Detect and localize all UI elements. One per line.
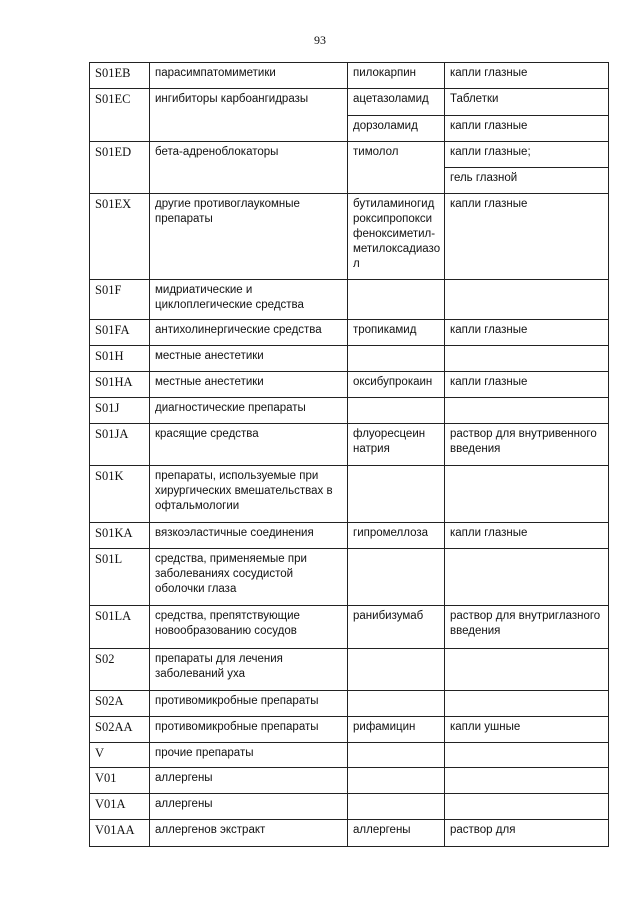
atc-code-cell: S01KA [90,523,150,549]
drug-cell: оксибупрокаин [348,372,445,398]
table-row [90,820,609,847]
form-cell [445,466,609,523]
atc-code-cell: S02A [90,691,150,717]
group-cell: местные анестетики [150,346,348,372]
form-cell: Таблетки [445,89,609,116]
atc-code-cell: V01A [90,794,150,820]
drug-cell [348,743,445,768]
group-cell: препараты, используемые при хирургических вмешательствах в офтальмологии [150,466,348,523]
atc-code-cell: S01H [90,346,150,372]
atc-code-cell: S01FA [90,320,150,346]
table-row [90,194,609,280]
drug-cell [348,398,445,424]
group-cell: антихолинергические средства [150,320,348,346]
drug-cell: бутиламиногид роксипропокси феноксиметил-метилоксадиазо л [348,194,445,280]
atc-code-cell: S01L [90,549,150,606]
table-row [90,743,609,768]
group-cell: противомикробные препараты [150,691,348,717]
table-row [90,466,609,523]
drug-cell: ацетазоламид [348,89,445,116]
form-cell [445,743,609,768]
atc-code-cell: S01J [90,398,150,424]
form-cell [445,768,609,794]
group-cell: аллергены [150,768,348,794]
atc-code-cell: S01EX [90,194,150,280]
drug-table [89,62,609,847]
drug-cell [348,346,445,372]
drug-cell [348,768,445,794]
form-cell [445,549,609,606]
drug-cell: пилокарпин [348,63,445,89]
table-row [90,346,609,372]
group-cell: другие противоглаукомные препараты [150,194,348,280]
drug-cell [348,649,445,691]
atc-code-cell: S01K [90,466,150,523]
table-row [90,280,609,320]
drug-cell [348,691,445,717]
group-cell: средства, препятствующие новообразованию сосудов [150,606,348,649]
form-cell [445,794,609,820]
drug-cell [348,549,445,606]
atc-code-cell: S01JA [90,424,150,466]
table-row [90,320,609,346]
atc-code-cell: S01HA [90,372,150,398]
table-row [90,768,609,794]
form-cell [445,691,609,717]
form-cell: капли глазные [445,63,609,89]
group-cell: бета-адреноблокаторы [150,142,348,194]
form-cell [445,398,609,424]
drug-cell: рифамицин [348,717,445,743]
form-cell [445,649,609,691]
form-cell [445,346,609,372]
group-cell: мидриатические и циклоплегические средства [150,280,348,320]
drug-cell: дорзоламид [348,116,445,142]
drug-cell: тропикамид [348,320,445,346]
drug-cell [348,466,445,523]
group-cell: диагностические препараты [150,398,348,424]
group-cell: средства, применяемые при заболеваниях сосудистой оболочки глаза [150,549,348,606]
group-cell: препараты для лечения заболеваний уха [150,649,348,691]
atc-code-cell: S01EC [90,89,150,142]
form-cell: гель глазной [445,168,609,194]
table-row [90,142,609,168]
table-row [90,606,609,649]
table-row [90,398,609,424]
atc-code-cell: S02AA [90,717,150,743]
form-cell: капли глазные [445,320,609,346]
table-row [90,794,609,820]
atc-code-cell: S01ED [90,142,150,194]
group-cell: противомикробные препараты [150,717,348,743]
drug-cell: ранибизумаб [348,606,445,649]
table-row [90,649,609,691]
form-cell: капли глазные [445,372,609,398]
drug-cell: гипромеллоза [348,523,445,549]
page-number: 93 [314,33,326,47]
drug-cell [348,280,445,320]
group-cell: аллергены [150,794,348,820]
form-cell: капли глазные; [445,142,609,168]
group-cell: аллергенов экстракт [150,820,348,847]
atc-code-cell: S01LA [90,606,150,649]
atc-code-cell: V01 [90,768,150,794]
form-cell [445,280,609,320]
form-cell: раствор для внутривенного введения [445,424,609,466]
atc-code-cell: S02 [90,649,150,691]
group-cell: прочие препараты [150,743,348,768]
drug-cell: тимолол [348,142,445,194]
drug-cell [348,794,445,820]
table-row [90,89,609,116]
table-row [90,691,609,717]
group-cell: местные анестетики [150,372,348,398]
table-row [90,63,609,89]
drug-cell: флуоресцеин натрия [348,424,445,466]
table-row [90,523,609,549]
group-cell: парасимпатомиметики [150,63,348,89]
atc-code-cell: V01AA [90,820,150,847]
table-row [90,372,609,398]
form-cell: раствор для [445,820,609,847]
atc-code-cell: S01F [90,280,150,320]
form-cell: капли ушные [445,717,609,743]
atc-code-cell: S01EB [90,63,150,89]
table-row [90,424,609,466]
table-row [90,549,609,606]
group-cell: красящие средства [150,424,348,466]
group-cell: ингибиторы карбоангидразы [150,89,348,142]
form-cell: капли глазные [445,116,609,142]
form-cell: капли глазные [445,194,609,280]
atc-code-cell: V [90,743,150,768]
table-row [90,717,609,743]
form-cell: раствор для внутриглазного введения [445,606,609,649]
form-cell: капли глазные [445,523,609,549]
group-cell: вязкоэластичные соединения [150,523,348,549]
drug-cell: аллергены [348,820,445,847]
